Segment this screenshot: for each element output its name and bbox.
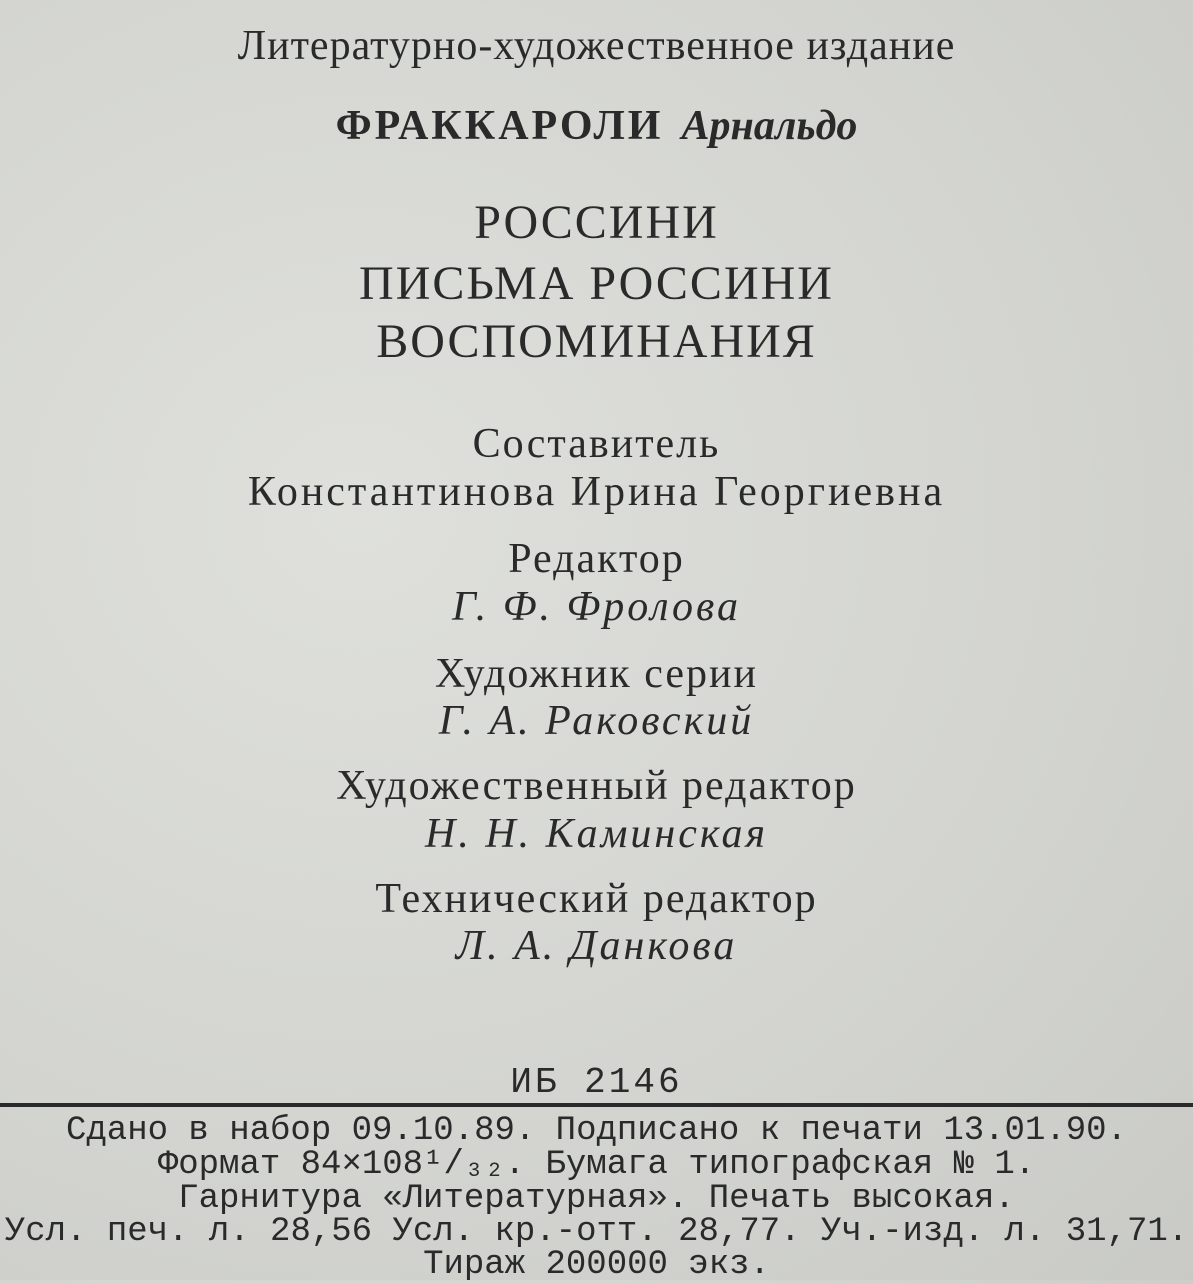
imprint-line-2: Формат 84×108¹/₃₂. Бумага типографская № 1. — [157, 1146, 1036, 1184]
imprint-line-1: Сдано в набор 09.10.89. Подписано к печати 13.01.90. — [66, 1112, 1127, 1150]
art-editor-role: Художественный редактор — [336, 763, 857, 809]
author-given-name: Арнальдо — [681, 103, 858, 149]
title-line-1: РОССИНИ — [474, 196, 719, 249]
edition-type: Литературно-художественное издание — [237, 23, 956, 69]
editor-name: Г. Ф. Фролова — [451, 584, 741, 630]
author — [0, 102, 1193, 150]
series-artist-name: Г. А. Раковский — [438, 698, 755, 744]
compiler-role: Составитель — [472, 421, 721, 467]
divider-rule — [0, 1103, 1193, 1107]
imprint-line-4: Усл. печ. л. 28,56 Усл. кр.-отт. 28,77. Уч.-изд. л. 31,71. — [4, 1213, 1189, 1251]
compiler-name: Константинова Ирина Георгиевна — [247, 469, 946, 515]
imprint-line-3: Гарнитура «Литературная». Печать высокая. — [178, 1180, 1015, 1218]
title-line-3: ВОСПОМИНАНИЯ — [376, 315, 817, 368]
ib-number: ИБ 2146 — [510, 1062, 683, 1103]
title-line-2: ПИСЬМА РОССИНИ — [359, 257, 834, 310]
series-artist-role: Художник серии — [435, 651, 758, 697]
editor-role: Редактор — [508, 536, 685, 582]
author-surname: ФРАККАРОЛИ — [335, 103, 664, 149]
technical-editor-name: Л. А. Данкова — [455, 923, 738, 969]
technical-editor-role: Технический редактор — [375, 876, 818, 922]
imprint-line-5: Тираж 200000 экз. — [423, 1246, 770, 1284]
art-editor-name: Н. Н. Каминская — [425, 811, 768, 857]
